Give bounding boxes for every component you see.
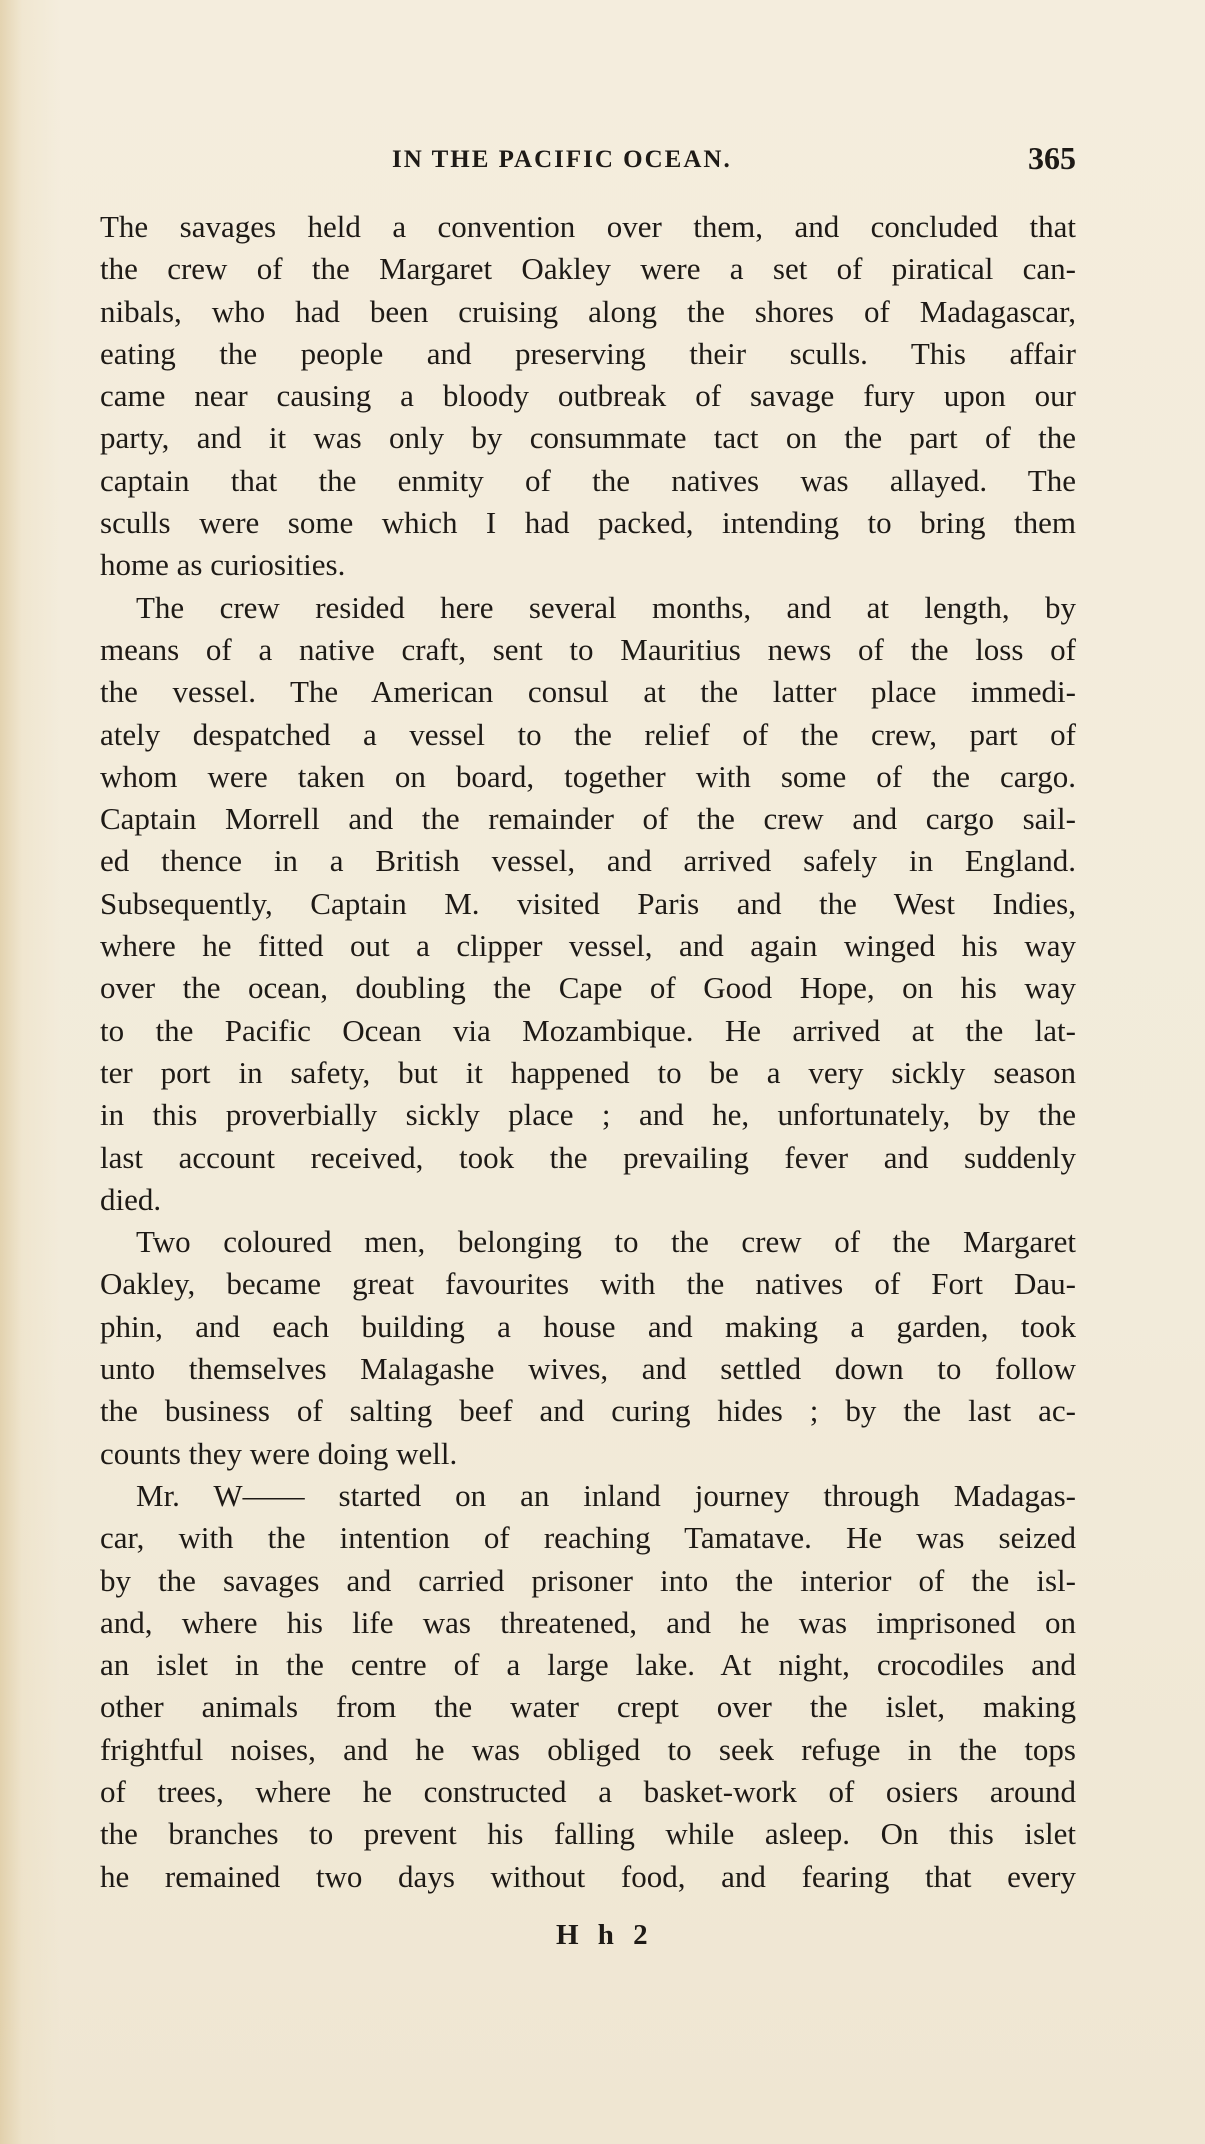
text-line: ter port in safety, but it happened to be a very sickly season [100,1054,1076,1090]
text-line: Mr. W—— started on an inland journey through Madagas- [136,1477,1076,1513]
text-line: sculls were some which I had packed, intending to bring them [100,505,1076,541]
text-line: other animals from the water crept over the islet, making [100,1689,1076,1725]
text-line: last account received, took the prevailing fever and suddenly [100,1139,1076,1175]
text-line: he remained two days without food, and fearing that every [100,1858,1076,1894]
text-line: by the savages and carried prisoner into the interior of the isl- [100,1562,1076,1598]
text-line: home as curiosities. [100,547,346,583]
text-line: eating the people and preserving their sculls. This affair [100,335,1076,371]
text-line: in this proverbially sickly place ; and he, unfortunately, by the [100,1097,1076,1133]
text-line: phin, and each building a house and making a garden, took [100,1308,1076,1344]
text-line: the crew of the Margaret Oakley were a set of piratical can- [100,251,1076,287]
text-line: means of a native craft, sent to Mauritius news of the loss of [100,631,1076,667]
running-head [100,140,1080,184]
text-line: The crew resided here several months, and at length, by [136,589,1076,625]
running-title: IN THE PACIFIC OCEAN. [392,146,732,173]
text-line: The savages held a convention over them, and concluded that [100,209,1076,244]
text-line: ed thence in a British vessel, and arrived safely in England. [100,843,1076,879]
text-line: counts they were doing well. [100,1435,458,1471]
text-line: of trees, where he constructed a basket-work of osiers around [100,1773,1076,1809]
page-number: 365 [1028,140,1076,176]
text-line: nibals, who had been cruising along the shores of Madagascar, [100,293,1076,329]
text-line: Two coloured men, belonging to the crew of the Margaret [136,1224,1076,1260]
text-line: died. [100,1181,162,1217]
text-line: came near causing a bloody outbreak of savage fury upon our [100,378,1076,414]
text-line: over the ocean, doubling the Cape of Good Hope, on his way [100,970,1076,1006]
text-line: frightful noises, and he was obliged to seek refuge in the tops [100,1731,1076,1767]
text-line: unto themselves Malagashe wives, and settled down to follow [100,1351,1076,1387]
text-line: whom were taken on board, together with some of the cargo. [100,758,1076,794]
text-line: the branches to prevent his falling while asleep. On this islet [100,1816,1076,1852]
text-line: Captain Morrell and the remainder of the crew and cargo sail- [100,801,1076,837]
text-line: the business of salting beef and curing hides ; by the last ac- [100,1393,1076,1429]
text-line: to the Pacific Ocean via Mozambique. He arrived at the lat- [100,1012,1076,1048]
text-line: party, and it was only by consummate tact on the part of the [100,420,1076,456]
text-line: where he fitted out a clipper vessel, and again winged his way [100,928,1076,964]
text-line: ately despatched a vessel to the relief of the crew, part of [100,716,1076,752]
signature-mark: H h 2 [556,1919,654,1951]
text-line: Oakley, became great favourites with the natives of Fort Dau- [100,1266,1076,1302]
body-text [100,206,1076,1898]
text-line: the vessel. The American consul at the latter place immedi- [100,674,1076,710]
text-line: an islet in the centre of a large lake. At night, crocodiles and [100,1647,1076,1683]
text-line: and, where his life was threatened, and he was imprisoned on [100,1604,1076,1640]
text-line: Subsequently, Captain M. visited Paris and the West Indies, [100,885,1076,921]
text-line: car, with the intention of reaching Tamatave. He was seized [100,1520,1076,1556]
text-line: captain that the enmity of the natives was allayed. The [100,462,1076,498]
